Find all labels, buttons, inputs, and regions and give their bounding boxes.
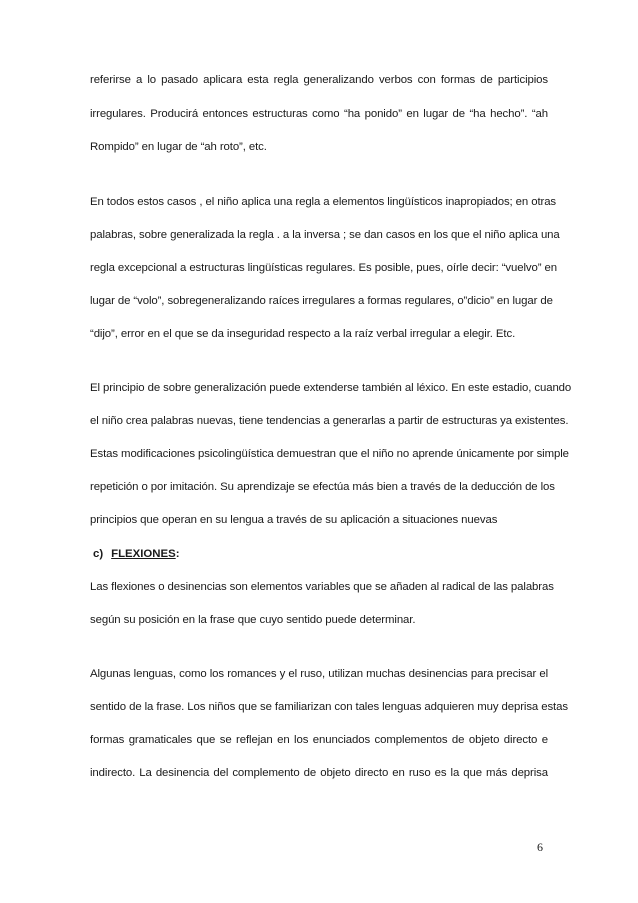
text-line: el niño crea palabras nuevas, tiene tendencias a generarlas a partir de estructuras ya existentes. bbox=[90, 415, 569, 427]
text-line: Rompido” en lugar de “ah roto”, etc. bbox=[90, 141, 267, 153]
text-line: Estas modificaciones psicolingüística demuestran que el niño no aprende únicamente por simple bbox=[90, 448, 569, 460]
text-line: regla excepcional a estructuras lingüísticas regulares. Es posible, pues, oírle decir: “vuelvo” en bbox=[90, 262, 557, 274]
text-line: principios que operan en su lengua a través de su aplicación a situaciones nuevas bbox=[90, 514, 498, 526]
section-title-suffix: : bbox=[175, 548, 180, 560]
text-line: Las flexiones o desinencias son elementos variables que se añaden al radical de las palabras bbox=[90, 581, 554, 593]
text-line: “dijo”, error en el que se da inseguridad respecto a la raíz verbal irregular a elegir. Etc. bbox=[90, 328, 516, 340]
text-line: formas gramaticales que se reflejan en los enunciados complementos de objeto directo e bbox=[90, 734, 548, 746]
section-marker: c) bbox=[93, 548, 104, 560]
section-heading bbox=[93, 547, 180, 561]
text-line: El principio de sobre generalización puede extenderse también al léxico. En este estadio, cuando bbox=[90, 382, 572, 394]
text-line: Algunas lenguas, como los romances y el ruso, utilizan muchas desinencias para precisar el bbox=[90, 668, 548, 680]
text-line: palabras, sobre generalizada la regla . a la inversa ; se dan casos en los que el niño aplica una bbox=[90, 229, 560, 241]
text-line: lugar de “volo”, sobregeneralizando raíces irregulares a formas regulares, o”dicio” en lugar de bbox=[90, 295, 553, 307]
section-title: FLEXIONES bbox=[111, 548, 176, 560]
text-line: sentido de la frase. Los niños que se familiarizan con tales lenguas adquieren muy deprisa estas bbox=[90, 701, 568, 713]
text-line: indirecto. La desinencia del complemento de objeto directo en ruso es la que más deprisa bbox=[90, 767, 548, 779]
text-line: referirse a lo pasado aplicara esta regla generalizando verbos con formas de participios bbox=[90, 74, 548, 86]
text-line: En todos estos casos , el niño aplica una regla a elementos lingüísticos inapropiados; en otras bbox=[90, 196, 557, 208]
text-line: repetición o por imitación. Su aprendizaje se efectúa más bien a través de la deducción de los bbox=[90, 481, 555, 493]
page-number: 6 bbox=[537, 840, 543, 854]
text-line: según su posición en la frase que cuyo sentido puede determinar. bbox=[90, 614, 416, 626]
text-line: irregulares. Producirá entonces estructuras como “ha ponido” en lugar de “ha hecho”. “ah bbox=[90, 108, 548, 120]
